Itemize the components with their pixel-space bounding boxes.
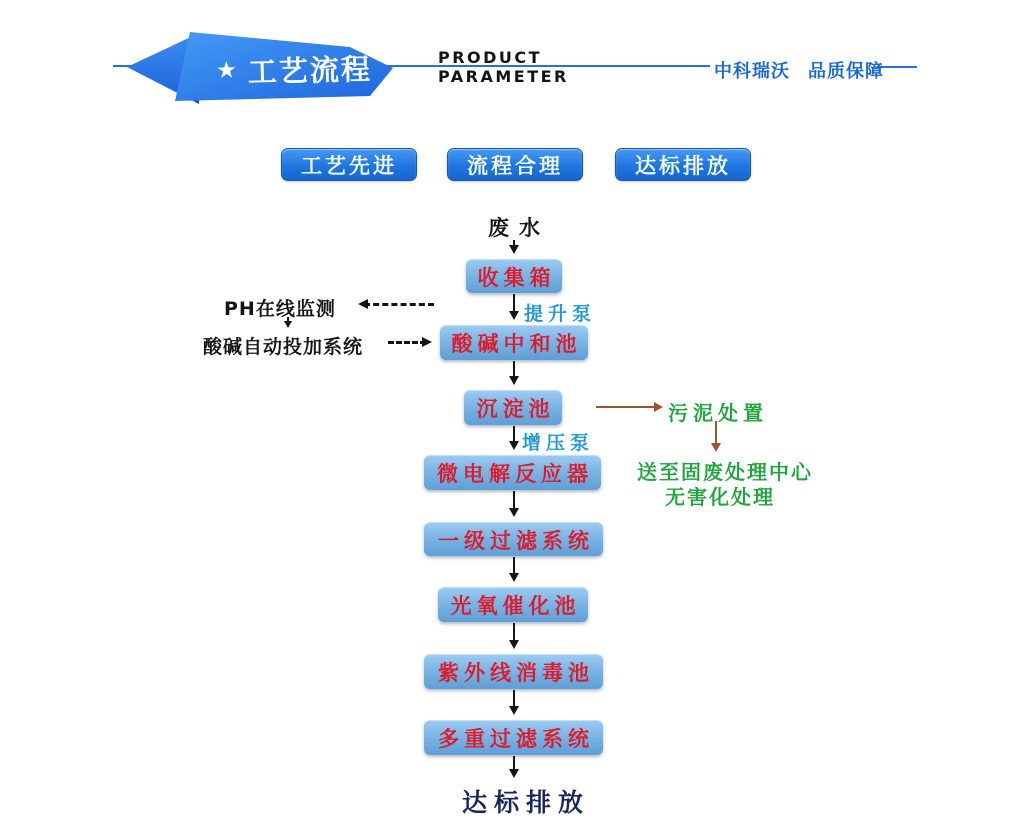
arrow-multifilter-to-output bbox=[513, 756, 515, 774]
arrow-photocatalytic-to-uv bbox=[513, 623, 515, 645]
arrow-collection-to-neutralization bbox=[513, 294, 515, 316]
node-multi-filter-system: 多重过滤系统 bbox=[424, 720, 603, 755]
label-lift-pump: 提升泵 bbox=[524, 303, 597, 325]
arrow-filter1-to-photocatalytic bbox=[513, 557, 515, 578]
brand-tagline: 品质保障 bbox=[808, 61, 884, 82]
label-ph-monitoring: PH在线监测 bbox=[224, 298, 336, 320]
dashed-arrow-dosing-to-neutralization bbox=[388, 341, 426, 344]
brand-row bbox=[714, 57, 884, 83]
section-title-text: 工艺流程 bbox=[247, 51, 373, 89]
arrow-electrolysis-to-filter1 bbox=[513, 491, 515, 513]
node-uv-disinfection-pool: 紫外线消毒池 bbox=[424, 654, 603, 689]
node-sedimentation-pool: 沉淀池 bbox=[464, 390, 562, 425]
node-photocatalytic-pool: 光氧催化池 bbox=[438, 587, 588, 622]
node-primary-filter-system: 一级过滤系统 bbox=[424, 522, 603, 556]
arrow-sedimentation-to-sludge bbox=[596, 406, 658, 408]
brand-name: 中科瑞沃 bbox=[714, 61, 790, 82]
arrow-neutralization-to-sedimentation bbox=[513, 361, 515, 381]
badge-reasonable-flow: 流程合理 bbox=[447, 148, 583, 181]
badge-advanced-process: 工艺先进 bbox=[281, 148, 417, 181]
label-dosing-system: 酸碱自动投加系统 bbox=[203, 336, 364, 358]
node-collection-tank: 收集箱 bbox=[466, 259, 562, 293]
arrow-sedimentation-to-electrolysis bbox=[513, 426, 515, 446]
badge-standard-discharge: 达标排放 bbox=[615, 148, 751, 181]
node-neutralization-pool: 酸碱中和池 bbox=[440, 325, 588, 360]
label-sludge-disposal: 污泥处置 bbox=[668, 401, 768, 425]
arrow-uv-to-multifilter bbox=[513, 690, 515, 711]
flow-end-discharge: 达标排放 bbox=[462, 788, 591, 817]
star-icon: ★ bbox=[215, 57, 238, 85]
arrow-wastewater-to-collection bbox=[513, 240, 515, 250]
dashed-arrow-ph-to-dosing bbox=[287, 317, 289, 325]
section-subtitle: PRODUCT PARAMETER bbox=[438, 48, 569, 86]
label-sludge-destination-line2: 无害化处理 bbox=[665, 485, 775, 509]
node-micro-electrolysis-reactor: 微电解反应器 bbox=[424, 455, 601, 490]
flow-start-wastewater: 废水 bbox=[488, 216, 550, 240]
section-title bbox=[208, 48, 381, 90]
dashed-arrow-to-ph-monitoring bbox=[364, 303, 434, 306]
label-booster-pump: 增压泵 bbox=[522, 432, 595, 454]
arrow-sludge-to-destination bbox=[715, 421, 717, 448]
label-sludge-destination-line1: 送至固废处理中心 bbox=[637, 460, 813, 484]
